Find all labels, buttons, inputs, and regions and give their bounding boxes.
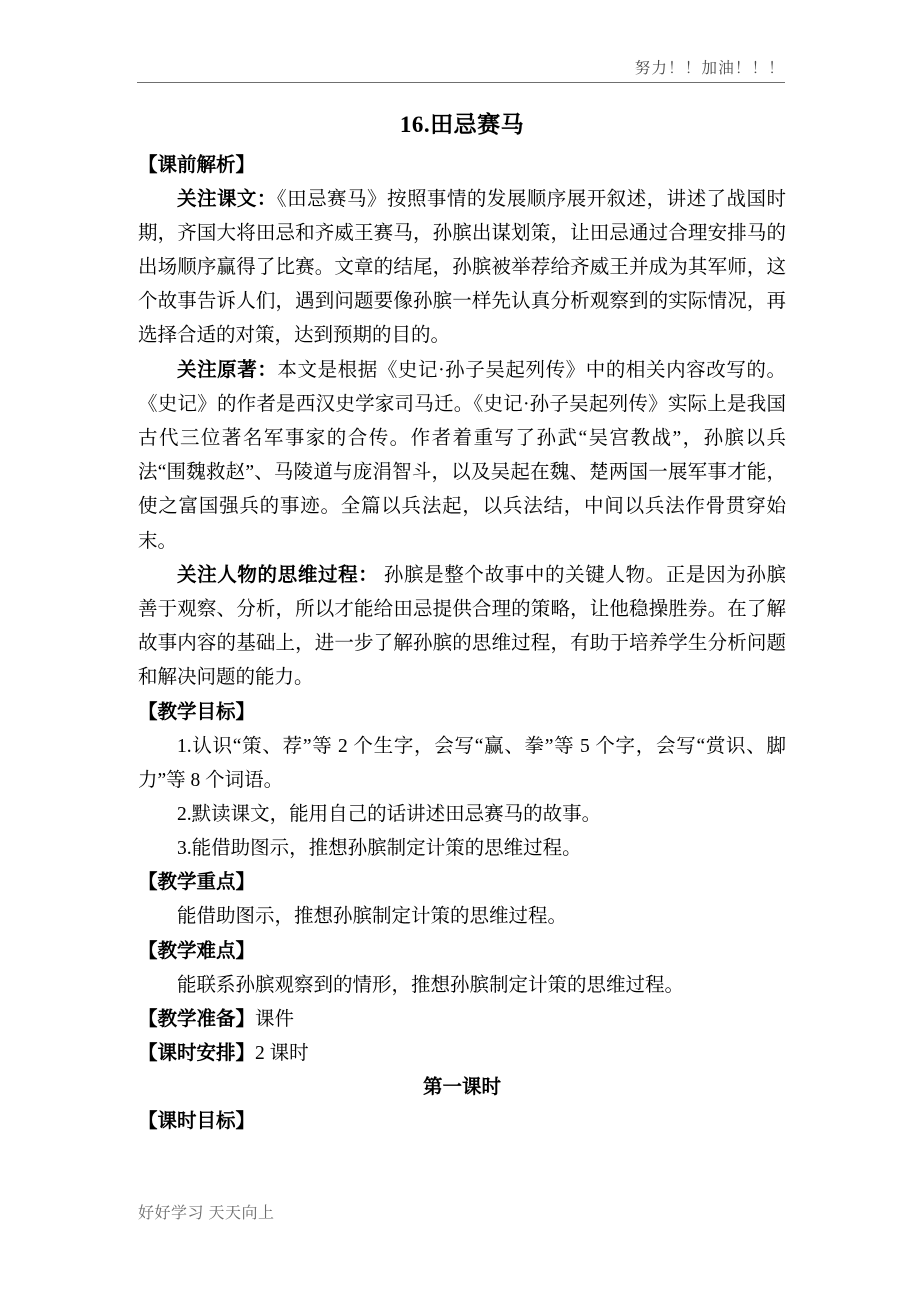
section-heading-jxnd: 【教学难点】 [138, 940, 256, 962]
paragraph-text-guanzhu-kewen: 《田忌赛马》按照事情的发展顺序展开叙述，讲述了战国时期，齐国大将田忌和齐威王赛马，孙膑出谋划策，让田忌通过合理安排马的出场顺序赢得了比赛。文章的结尾，孙膑被举荐给齐威王并成为其军师，这个故事告诉人们，遇到问题要像孙膑一样先认真分析观察到的实际情况，再选择合适的对策，达到预期的目的。 [138, 188, 786, 347]
header-slogan: 努力！！加油！！！ [634, 60, 785, 77]
footer-slogan: 好好学习 天天向上 [138, 1205, 275, 1222]
keypoint-item-1: 能借助图示，推想孙膑制定计策的思维过程。 [177, 906, 568, 928]
objective-item-1: 1.认识“策、荐”等 2 个生字，会写“赢、拳”等 5 个字，会写“赏识、脚力”等 8 个词语。 [138, 735, 786, 791]
paragraph-lead-guanzhu-siwei: 关注人物的思维过程： [177, 564, 379, 586]
paragraph-guanzhu-siwei [138, 559, 786, 696]
lesson-schedule-line [138, 1037, 786, 1071]
lesson-schedule-value: 2 课时 [255, 1042, 309, 1064]
objective-item-2: 2.默读课文，能用自己的话讲述田忌赛马的故事。 [177, 803, 602, 825]
section-heading-jxzd: 【教学重点】 [138, 872, 256, 894]
page-title: 16.田忌赛马 [399, 112, 525, 137]
teaching-preparation-line [138, 1003, 786, 1037]
section-heading-ksap: 【课时安排】 [138, 1042, 256, 1064]
section-heading-kqjx: 【课前解析】 [138, 154, 256, 176]
paragraph-guanzhu-yuanzhu [138, 354, 786, 559]
page-footer [138, 1200, 786, 1223]
section-heading-jxzb: 【教学准备】 [138, 1008, 256, 1030]
paragraph-lead-guanzhu-kewen: 关注课文： [177, 188, 277, 210]
teaching-preparation-value: 课件 [255, 1008, 295, 1030]
difficulty-item-1: 能联系孙膑观察到的情形，推想孙膑制定计策的思维过程。 [177, 974, 685, 996]
section-heading-jxmb: 【教学目标】 [138, 701, 256, 723]
paragraph-text-guanzhu-yuanzhu: 本文是根据《史记·孙子吴起列传》中的相关内容改写的。《史记》的作者是西汉史学家司马迁。《史记·孙子吴起列传》实际上是我国古代三位著名军事家的合传。作者着重写了孙武“吴宫教战”，孙膑以兵法“围魏救赵”、马陵道与庞涓智斗，以及吴起在魏、楚两国一展军事才能，使之富国强兵的事迹。全篇以兵法起，以兵法结，中间以兵法作骨贯穿始末。 [138, 359, 786, 552]
paragraph-text-guanzhu-siwei: 孙膑是整个故事中的关键人物。正是因为孙膑善于观察、分析，所以才能给田忌提供合理的策略，让他稳操胜券。在了解故事内容的基础上，进一步了解孙膑的思维过程，有助于培养学生分析问题和解决问题的能力。 [138, 564, 786, 689]
lesson-heading: 第一课时 [422, 1077, 501, 1099]
paragraph-lead-guanzhu-yuanzhu: 关注原著： [177, 359, 278, 381]
objective-item-3: 3.能借助图示，推想孙膑制定计策的思维过程。 [177, 838, 582, 860]
document-body [138, 108, 786, 1139]
paragraph-guanzhu-kewen [138, 183, 786, 354]
section-heading-ksmb: 【课时目标】 [138, 1111, 256, 1133]
page-header [137, 60, 785, 83]
